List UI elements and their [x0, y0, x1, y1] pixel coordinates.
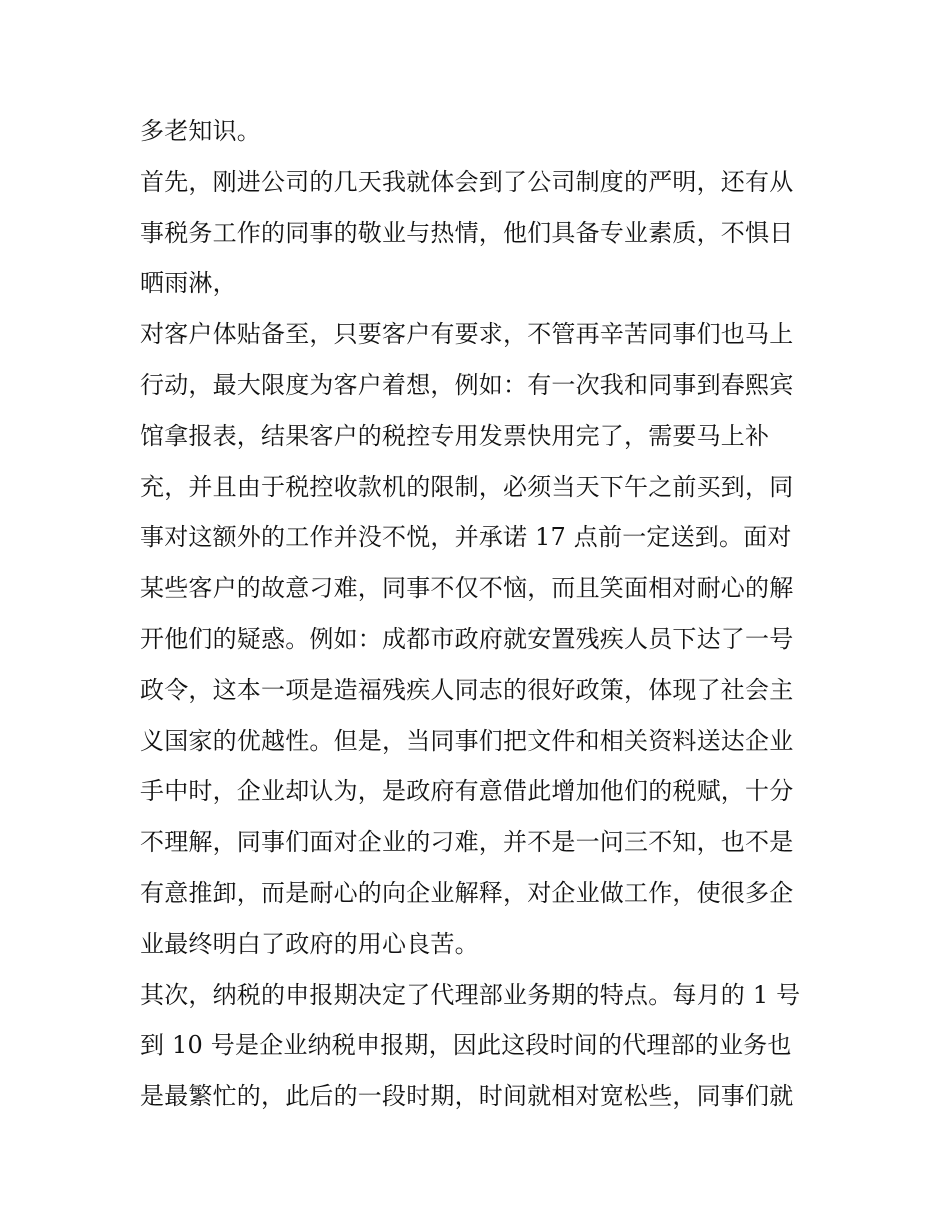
- text-line: 不理解，同事们面对企业的刁难，并不是一问三不知，也不是: [140, 828, 794, 857]
- text-line: 其次，纳税的申报期决定了代理部业务期的特点。每月的 1 号: [140, 980, 801, 1009]
- text-line: 多老知识。: [140, 117, 261, 145]
- text-line: 开他们的疑惑。例如：成都市政府就安置残疾人员下达了一号: [140, 624, 794, 653]
- text-line: 某些客户的故意刁难，同事不仅不恼，而且笑面相对耐心的解: [140, 574, 794, 603]
- text-line: 义国家的优越性。但是，当同事们把文件和相关资料送达企业: [140, 726, 794, 755]
- document-body: [140, 106, 820, 1122]
- text-line: 是最繁忙的，此后的一段时期，时间就相对宽松些，同事们就: [140, 1082, 794, 1111]
- text-line: 业最终明白了政府的用心良苦。: [140, 929, 479, 958]
- text-line: 充，并且由于税控收款机的限制，必须当天下午之前买到，同: [140, 472, 794, 501]
- text-line: 对客户体贴备至，只要客户有要求，不管再辛苦同事们也马上: [140, 320, 794, 349]
- text-line: 有意推卸，而是耐心的向企业解释，对企业做工作，使很多企: [140, 878, 794, 907]
- text-line: 馆拿报表，结果客户的税控专用发票快用完了，需要马上补: [140, 421, 770, 450]
- text-line: 到 10 号是企业纳税申报期，因此这段时间的代理部的业务也: [140, 1031, 792, 1060]
- text-line: 手中时，企业却认为，是政府有意借此增加他们的税赋，十分: [140, 777, 794, 806]
- text-line: 事税务工作的同事的敬业与热情，他们具备专业素质，不惧日: [140, 218, 794, 247]
- text-line: 事对这额外的工作并没不悦，并承诺 17 点前一定送到。面对: [140, 523, 792, 552]
- text-line: 首先，刚进公司的几天我就体会到了公司制度的严明，还有从: [140, 167, 794, 196]
- text-line: 晒雨淋，: [140, 269, 237, 298]
- text-line: 政令，这本一项是造福残疾人同志的很好政策，体现了社会主: [140, 675, 794, 704]
- text-line: 行动，最大限度为客户着想，例如：有一次我和同事到春熙宾: [140, 370, 794, 399]
